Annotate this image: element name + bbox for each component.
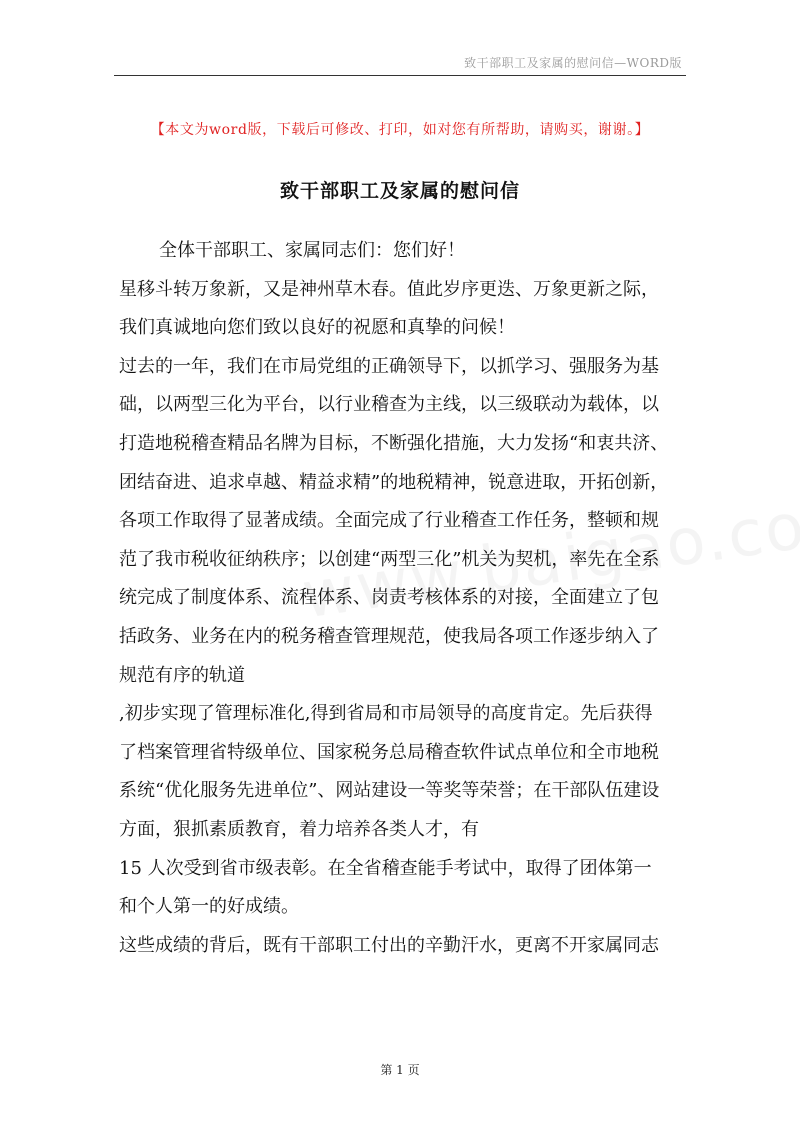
body-line: 和个人第一的好成绩。 xyxy=(119,896,299,918)
body-line: 系统“优化服务先进单位”、网站建设一等奖等荣誉；在干部队伍建设 xyxy=(119,780,660,802)
body-line: 15 人次受到省市级表彰。在全省稽查能手考试中，取得了团体第一 xyxy=(119,857,652,879)
body-line: 范了我市税收征纳秩序；以创建“两型三化”机关为契机，率先在全系 xyxy=(119,548,660,570)
body-line: 过去的一年，我们在市局党组的正确领导下，以抓学习、强服务为基 xyxy=(119,355,659,377)
body-line: 了档案管理省特级单位、国家税务总局稽查软件试点单位和全市地税 xyxy=(119,741,659,763)
letter-body xyxy=(119,232,694,965)
running-header: 致干部职工及家属的慰问信—WORD版 xyxy=(464,56,682,70)
salutation-line: 全体干部职工、家属同志们：您们好！ xyxy=(159,240,465,261)
body-line: 统完成了制度体系、流程体系、岗责考核体系的对接，全面建立了包 xyxy=(119,587,659,609)
page-number: 第 1 页 xyxy=(380,1063,420,1077)
body-line: ,初步实现了管理标准化,得到省局和市局领导的高度肯定。先后获得 xyxy=(119,703,653,725)
body-line: 团结奋进、追求卓越、精益求精”的地税精神，锐意进取，开拓创新， xyxy=(119,471,669,493)
body-line: 星移斗转万象新，又是神州草木春。值此岁序更迭、万象更新之际， xyxy=(119,278,659,300)
document-title: 致干部职工及家属的慰问信 xyxy=(279,180,520,202)
body-line: 括政务、业务在内的税务稽查管理规范，使我局各项工作逐步纳入了 xyxy=(119,625,659,647)
download-notice: 【本文为word版，下载后可修改、打印，如对您有所帮助，请购买，谢谢。】 xyxy=(150,122,650,138)
body-line: 础，以两型三化为平台，以行业稽查为主线，以三级联动为载体，以 xyxy=(119,394,659,416)
body-line: 我们真诚地向您们致以良好的祝愿和真挚的问候！ xyxy=(119,317,515,339)
body-line: 这些成绩的背后，既有干部职工付出的辛勤汗水，更离不开家属同志 xyxy=(119,934,659,956)
body-line: 各项工作取得了显著成绩。全面完成了行业稽查工作任务，整顿和规 xyxy=(119,510,659,532)
body-line: 打造地税稽查精品名牌为目标，不断强化措施，大力发扬“和衷共济、 xyxy=(119,432,669,454)
body-line: 方面，狠抓素质教育，着力培养各类人才，有 xyxy=(119,818,479,840)
header-divider xyxy=(114,75,686,76)
body-line: 规范有序的轨道 xyxy=(119,664,245,686)
